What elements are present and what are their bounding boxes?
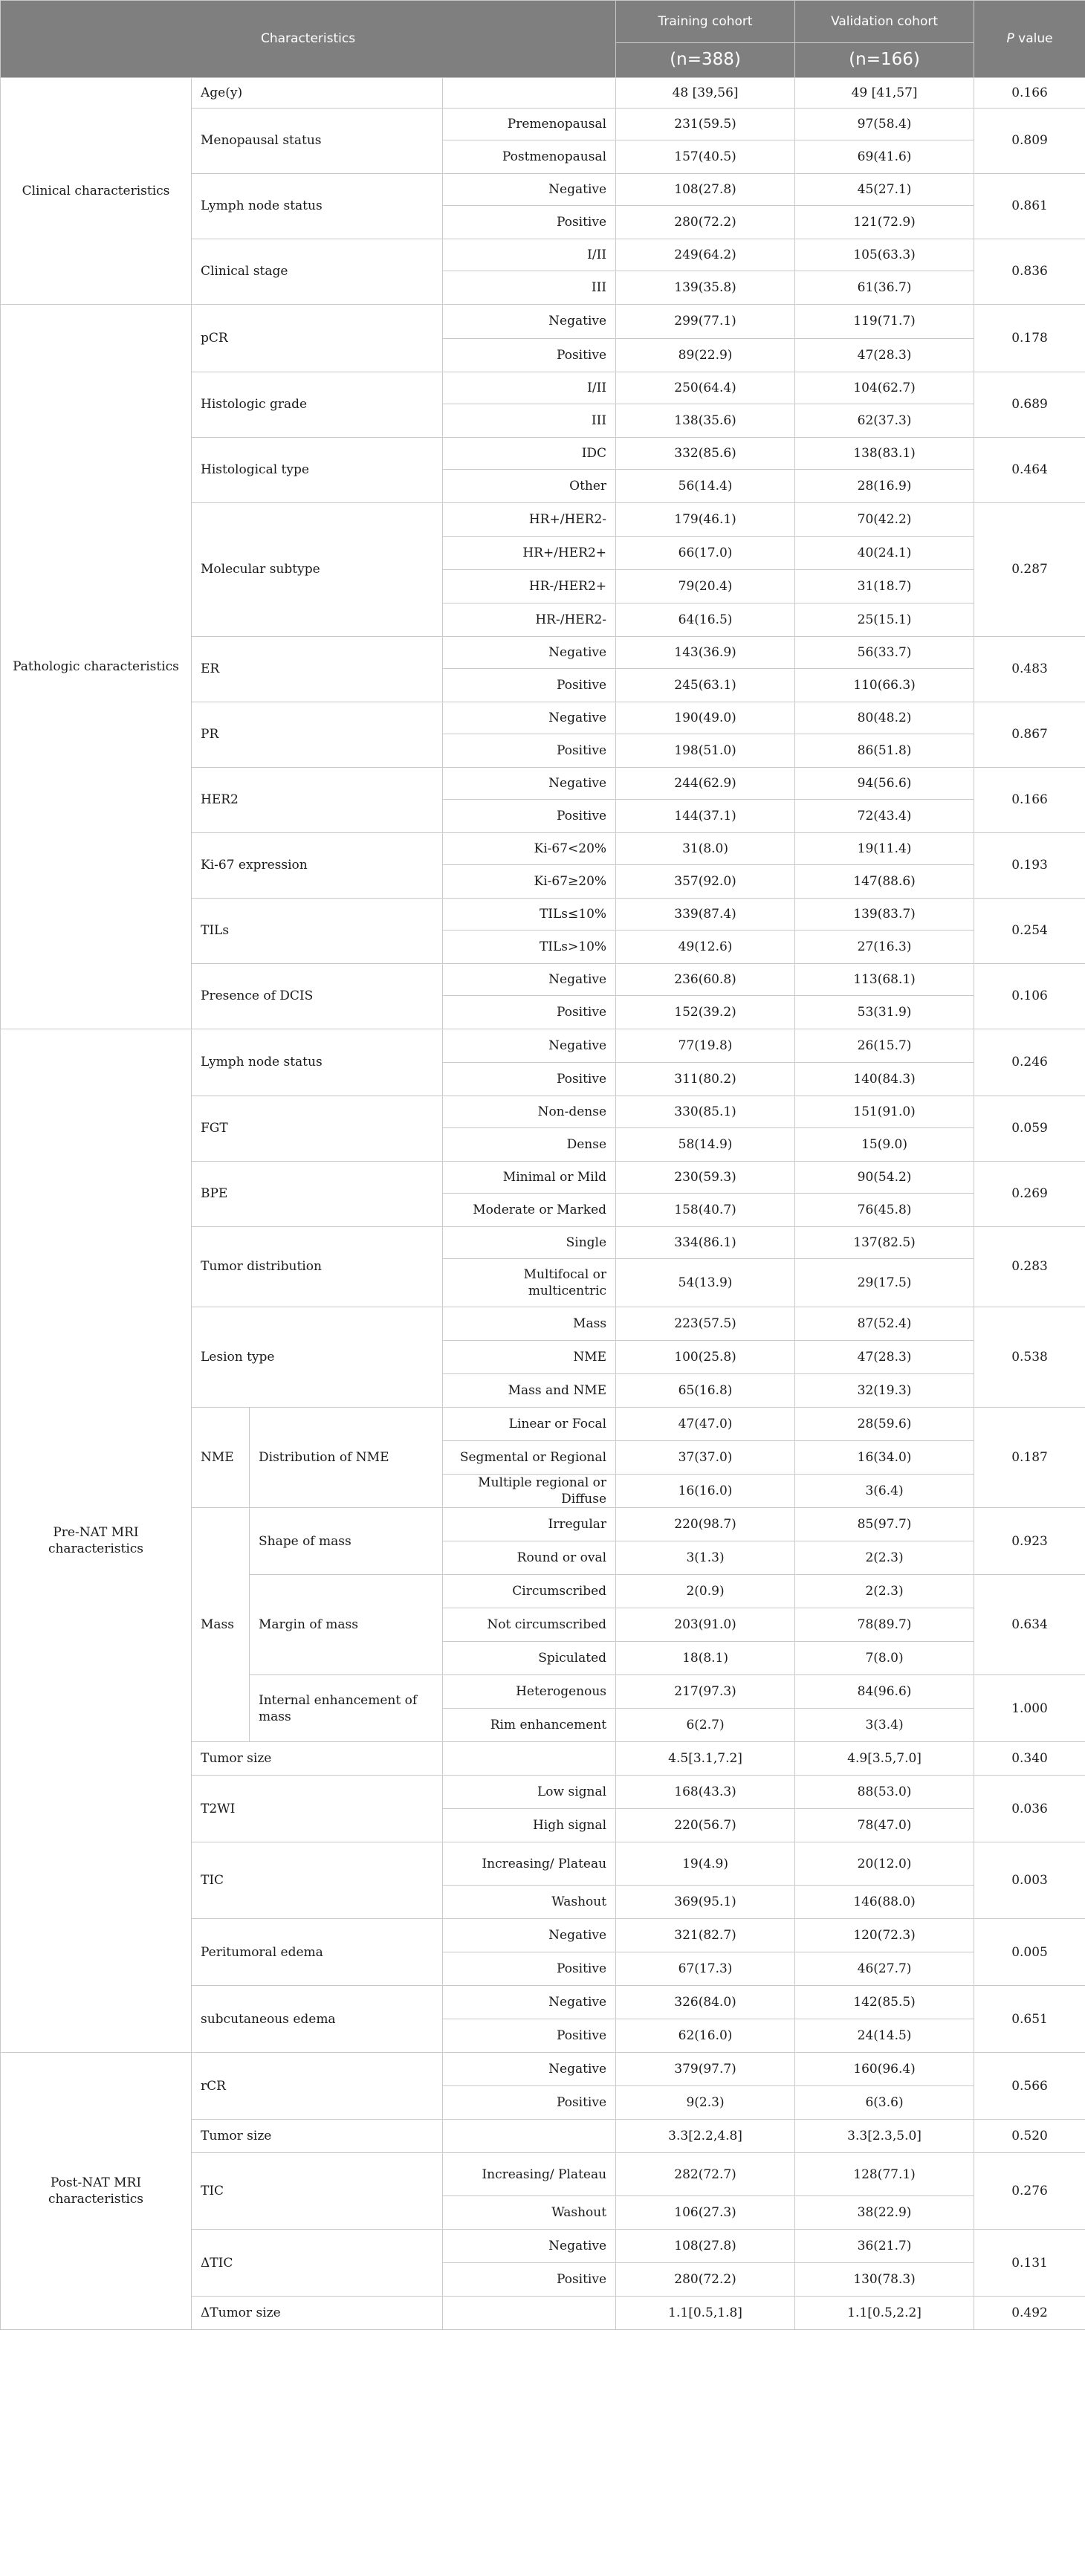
training-value: 18(8.1) <box>616 1642 795 1675</box>
header-training-n: (n=388) <box>616 43 795 78</box>
training-value: 66(17.0) <box>616 537 795 570</box>
p-value: 0.166 <box>974 768 1085 833</box>
level-label: Positive <box>443 669 616 702</box>
p-value: 0.276 <box>974 2153 1085 2230</box>
training-value: 56(14.4) <box>616 470 795 503</box>
p-value: 0.492 <box>974 2297 1085 2330</box>
p-value: 0.689 <box>974 372 1085 438</box>
validation-value: 27(16.3) <box>795 931 974 964</box>
header-training-cohort: Training cohort <box>616 1 795 43</box>
validation-value: 28(16.9) <box>795 470 974 503</box>
p-value: 0.005 <box>974 1919 1085 1986</box>
p-value: 0.861 <box>974 174 1085 239</box>
level-label <box>443 2297 616 2330</box>
validation-value: 130(78.3) <box>795 2263 974 2297</box>
level-label <box>443 1742 616 1776</box>
training-value: 48 [39,56] <box>616 78 795 109</box>
validation-value: 47(28.3) <box>795 339 974 372</box>
p-value: 0.178 <box>974 305 1085 372</box>
level-label: Negative <box>443 768 616 800</box>
validation-value: 36(21.7) <box>795 2230 974 2263</box>
training-value: 67(17.3) <box>616 1952 795 1986</box>
variable-label: Histologic grade <box>192 372 443 438</box>
group-label: NME <box>192 1408 250 1508</box>
p-value: 0.634 <box>974 1575 1085 1675</box>
validation-value: 105(63.3) <box>795 239 974 271</box>
training-value: 168(43.3) <box>616 1776 795 1809</box>
validation-value: 78(89.7) <box>795 1608 974 1642</box>
validation-value: 20(12.0) <box>795 1842 974 1886</box>
level-label: Other <box>443 470 616 503</box>
p-value: 0.254 <box>974 899 1085 964</box>
variable-label: Tumor distribution <box>192 1227 443 1307</box>
p-value: 0.566 <box>974 2053 1085 2120</box>
level-label: Not circumscribed <box>443 1608 616 1642</box>
validation-value: 128(77.1) <box>795 2153 974 2196</box>
table-header <box>1 1 1085 78</box>
variable-label: Shape of mass <box>250 1508 443 1575</box>
level-label: NME <box>443 1341 616 1374</box>
training-value: 203(91.0) <box>616 1608 795 1642</box>
level-label: Positive <box>443 1063 616 1096</box>
p-value: 0.003 <box>974 1842 1085 1919</box>
p-value: 0.538 <box>974 1307 1085 1408</box>
variable-label: T2WI <box>192 1776 443 1842</box>
validation-value: 140(84.3) <box>795 1063 974 1096</box>
section-label: Pre-NAT MRI characteristics <box>1 1029 192 2053</box>
level-label: Positive <box>443 206 616 239</box>
training-value: 326(84.0) <box>616 1986 795 2019</box>
validation-value: 3(3.4) <box>795 1709 974 1742</box>
level-label: Single <box>443 1227 616 1259</box>
level-label: Moderate or Marked <box>443 1194 616 1227</box>
p-value: 0.836 <box>974 239 1085 305</box>
validation-value: 85(97.7) <box>795 1508 974 1541</box>
header-characteristics: Characteristics <box>1 1 616 78</box>
variable-label: PR <box>192 702 443 768</box>
table-row <box>1 1029 1085 1063</box>
level-label: Multifocal or multicentric <box>443 1259 616 1307</box>
validation-value: 78(47.0) <box>795 1809 974 1842</box>
training-value: 369(95.1) <box>616 1886 795 1919</box>
validation-value: 97(58.4) <box>795 109 974 140</box>
training-value: 220(56.7) <box>616 1809 795 1842</box>
variable-label: Distribution of NME <box>250 1408 443 1508</box>
variable-label: Molecular subtype <box>192 503 443 637</box>
training-value: 158(40.7) <box>616 1194 795 1227</box>
p-value: 0.246 <box>974 1029 1085 1096</box>
validation-value: 138(83.1) <box>795 438 974 470</box>
level-label: HR+/HER2- <box>443 503 616 537</box>
validation-value: 142(85.5) <box>795 1986 974 2019</box>
p-value: 0.106 <box>974 964 1085 1029</box>
training-value: 190(49.0) <box>616 702 795 734</box>
training-value: 198(51.0) <box>616 734 795 768</box>
level-label: I/II <box>443 372 616 404</box>
table-row <box>1 2053 1085 2086</box>
training-value: 311(80.2) <box>616 1063 795 1096</box>
header-validation-cohort: Validation cohort <box>795 1 974 43</box>
training-value: 245(63.1) <box>616 669 795 702</box>
p-value: 0.651 <box>974 1986 1085 2053</box>
training-value: 249(64.2) <box>616 239 795 271</box>
level-label: Circumscribed <box>443 1575 616 1608</box>
level-label <box>443 78 616 109</box>
validation-value: 147(88.6) <box>795 865 974 899</box>
validation-value: 62(37.3) <box>795 404 974 438</box>
validation-value: 46(27.7) <box>795 1952 974 1986</box>
training-value: 144(37.1) <box>616 800 795 833</box>
variable-label: Lymph node status <box>192 1029 443 1096</box>
training-value: 332(85.6) <box>616 438 795 470</box>
variable-label: HER2 <box>192 768 443 833</box>
section-label: Pathologic characteristics <box>1 305 192 1029</box>
variable-label: Peritumoral edema <box>192 1919 443 1986</box>
p-value: 0.464 <box>974 438 1085 503</box>
variable-label: pCR <box>192 305 443 372</box>
level-label: Dense <box>443 1128 616 1162</box>
validation-value: 53(31.9) <box>795 996 974 1029</box>
validation-value: 6(3.6) <box>795 2086 974 2120</box>
p-value: 0.131 <box>974 2230 1085 2297</box>
level-label: Minimal or Mild <box>443 1162 616 1194</box>
validation-value: 15(9.0) <box>795 1128 974 1162</box>
header-validation-n: (n=166) <box>795 43 974 78</box>
level-label: HR-/HER2+ <box>443 570 616 603</box>
training-value: 54(13.9) <box>616 1259 795 1307</box>
validation-value: 28(59.6) <box>795 1408 974 1441</box>
p-value: 0.867 <box>974 702 1085 768</box>
training-value: 250(64.4) <box>616 372 795 404</box>
training-value: 236(60.8) <box>616 964 795 996</box>
variable-label: ΔTumor size <box>192 2297 443 2330</box>
p-value: 0.193 <box>974 833 1085 899</box>
training-value: 321(82.7) <box>616 1919 795 1952</box>
training-value: 244(62.9) <box>616 768 795 800</box>
training-value: 152(39.2) <box>616 996 795 1029</box>
table-row <box>1 78 1085 109</box>
validation-value: 40(24.1) <box>795 537 974 570</box>
validation-value: 86(51.8) <box>795 734 974 768</box>
validation-value: 32(19.3) <box>795 1374 974 1408</box>
level-label: Washout <box>443 2196 616 2230</box>
level-label: IDC <box>443 438 616 470</box>
variable-label: BPE <box>192 1162 443 1227</box>
training-value: 49(12.6) <box>616 931 795 964</box>
validation-value: 19(11.4) <box>795 833 974 865</box>
training-value: 280(72.2) <box>616 206 795 239</box>
variable-label: FGT <box>192 1096 443 1162</box>
variable-label: Tumor size <box>192 1742 443 1776</box>
level-label: Mass <box>443 1307 616 1341</box>
training-value: 217(97.3) <box>616 1675 795 1709</box>
level-label: III <box>443 404 616 438</box>
training-value: 37(37.0) <box>616 1441 795 1475</box>
p-value: 0.287 <box>974 503 1085 637</box>
variable-label: Ki-67 expression <box>192 833 443 899</box>
validation-value: 90(54.2) <box>795 1162 974 1194</box>
level-label: Increasing/ Plateau <box>443 1842 616 1886</box>
level-label: Rim enhancement <box>443 1709 616 1742</box>
validation-value: 72(43.4) <box>795 800 974 833</box>
variable-label: Age(y) <box>192 78 443 109</box>
level-label: Negative <box>443 2230 616 2263</box>
training-value: 157(40.5) <box>616 140 795 174</box>
validation-value: 56(33.7) <box>795 637 974 669</box>
training-value: 9(2.3) <box>616 2086 795 2120</box>
variable-label: Histological type <box>192 438 443 503</box>
training-value: 79(20.4) <box>616 570 795 603</box>
training-value: 1.1[0.5,1.8] <box>616 2297 795 2330</box>
level-label: Linear or Focal <box>443 1408 616 1441</box>
level-label: Washout <box>443 1886 616 1919</box>
validation-value: 38(22.9) <box>795 2196 974 2230</box>
variable-label: Presence of DCIS <box>192 964 443 1029</box>
validation-value: 104(62.7) <box>795 372 974 404</box>
level-label: Low signal <box>443 1776 616 1809</box>
training-value: 379(97.7) <box>616 2053 795 2086</box>
validation-value: 24(14.5) <box>795 2019 974 2053</box>
level-label: Negative <box>443 637 616 669</box>
training-value: 3(1.3) <box>616 1541 795 1575</box>
variable-label: subcutaneous edema <box>192 1986 443 2053</box>
training-value: 2(0.9) <box>616 1575 795 1608</box>
variable-label: Tumor size <box>192 2120 443 2153</box>
level-label: Negative <box>443 305 616 339</box>
table-row <box>1 305 1085 339</box>
training-value: 143(36.9) <box>616 637 795 669</box>
training-value: 89(22.9) <box>616 339 795 372</box>
p-value: 0.166 <box>974 78 1085 109</box>
validation-value: 110(66.3) <box>795 669 974 702</box>
validation-value: 70(42.2) <box>795 503 974 537</box>
validation-value: 45(27.1) <box>795 174 974 206</box>
p-value: 0.036 <box>974 1776 1085 1842</box>
validation-value: 120(72.3) <box>795 1919 974 1952</box>
training-value: 139(35.8) <box>616 271 795 305</box>
training-value: 58(14.9) <box>616 1128 795 1162</box>
validation-value: 94(56.6) <box>795 768 974 800</box>
table-body <box>1 78 1085 2330</box>
level-label: Positive <box>443 800 616 833</box>
level-label: Positive <box>443 1952 616 1986</box>
level-label: Ki-67<20% <box>443 833 616 865</box>
level-label: Non-dense <box>443 1096 616 1128</box>
level-label: HR+/HER2+ <box>443 537 616 570</box>
level-label: Segmental or Regional <box>443 1441 616 1475</box>
training-value: 138(35.6) <box>616 404 795 438</box>
p-value: 0.923 <box>974 1508 1085 1575</box>
validation-value: 121(72.9) <box>795 206 974 239</box>
training-value: 65(16.8) <box>616 1374 795 1408</box>
validation-value: 88(53.0) <box>795 1776 974 1809</box>
validation-value: 1.1[0.5,2.2] <box>795 2297 974 2330</box>
validation-value: 137(82.5) <box>795 1227 974 1259</box>
training-value: 282(72.7) <box>616 2153 795 2196</box>
level-label: Positive <box>443 734 616 768</box>
level-label: Negative <box>443 964 616 996</box>
training-value: 19(4.9) <box>616 1842 795 1886</box>
header-p-value <box>974 1 1085 78</box>
variable-label: rCR <box>192 2053 443 2120</box>
training-value: 4.5[3.1,7.2] <box>616 1742 795 1776</box>
validation-value: 16(34.0) <box>795 1441 974 1475</box>
level-label: HR-/HER2- <box>443 603 616 637</box>
training-value: 106(27.3) <box>616 2196 795 2230</box>
training-value: 3.3[2.2,4.8] <box>616 2120 795 2153</box>
validation-value: 3(6.4) <box>795 1475 974 1508</box>
training-value: 357(92.0) <box>616 865 795 899</box>
training-value: 16(16.0) <box>616 1475 795 1508</box>
level-label: Positive <box>443 2019 616 2053</box>
validation-value: 26(15.7) <box>795 1029 974 1063</box>
validation-value: 47(28.3) <box>795 1341 974 1374</box>
p-value: 0.059 <box>974 1096 1085 1162</box>
variable-label: ΔTIC <box>192 2230 443 2297</box>
level-label: Spiculated <box>443 1642 616 1675</box>
validation-value: 84(96.6) <box>795 1675 974 1709</box>
level-label: Ki-67≥20% <box>443 865 616 899</box>
variable-label: Clinical stage <box>192 239 443 305</box>
level-label: Multiple regional or Diffuse <box>443 1475 616 1508</box>
p-value: 0.520 <box>974 2120 1085 2153</box>
variable-label: Lymph node status <box>192 174 443 239</box>
level-label <box>443 2120 616 2153</box>
training-value: 223(57.5) <box>616 1307 795 1341</box>
level-label: III <box>443 271 616 305</box>
validation-value: 160(96.4) <box>795 2053 974 2086</box>
level-label: Negative <box>443 1029 616 1063</box>
level-label: Mass and NME <box>443 1374 616 1408</box>
validation-value: 113(68.1) <box>795 964 974 996</box>
p-value: 0.809 <box>974 109 1085 174</box>
variable-label: Menopausal status <box>192 109 443 174</box>
level-label: High signal <box>443 1809 616 1842</box>
validation-value: 76(45.8) <box>795 1194 974 1227</box>
validation-value: 2(2.3) <box>795 1575 974 1608</box>
validation-value: 119(71.7) <box>795 305 974 339</box>
p-value: 0.483 <box>974 637 1085 702</box>
level-label: Negative <box>443 702 616 734</box>
p-value: 0.340 <box>974 1742 1085 1776</box>
validation-value: 139(83.7) <box>795 899 974 931</box>
p-value: 0.269 <box>974 1162 1085 1227</box>
validation-value: 2(2.3) <box>795 1541 974 1575</box>
validation-value: 80(48.2) <box>795 702 974 734</box>
validation-value: 25(15.1) <box>795 603 974 637</box>
training-value: 100(25.8) <box>616 1341 795 1374</box>
training-value: 64(16.5) <box>616 603 795 637</box>
section-label: Clinical characteristics <box>1 78 192 305</box>
variable-label: Margin of mass <box>250 1575 443 1675</box>
header-p-letter: P <box>1006 31 1014 47</box>
training-value: 231(59.5) <box>616 109 795 140</box>
training-value: 334(86.1) <box>616 1227 795 1259</box>
level-label: Positive <box>443 996 616 1029</box>
training-value: 330(85.1) <box>616 1096 795 1128</box>
validation-value: 31(18.7) <box>795 570 974 603</box>
validation-value: 3.3[2.3,5.0] <box>795 2120 974 2153</box>
validation-value: 7(8.0) <box>795 1642 974 1675</box>
validation-value: 69(41.6) <box>795 140 974 174</box>
variable-label: TIC <box>192 2153 443 2230</box>
level-label: Positive <box>443 2086 616 2120</box>
training-value: 6(2.7) <box>616 1709 795 1742</box>
training-value: 220(98.7) <box>616 1508 795 1541</box>
variable-label: ER <box>192 637 443 702</box>
level-label: Positive <box>443 339 616 372</box>
level-label: Positive <box>443 2263 616 2297</box>
validation-value: 151(91.0) <box>795 1096 974 1128</box>
level-label: Negative <box>443 2053 616 2086</box>
level-label: TILs≤10% <box>443 899 616 931</box>
level-label: TILs>10% <box>443 931 616 964</box>
validation-value: 87(52.4) <box>795 1307 974 1341</box>
validation-value: 4.9[3.5,7.0] <box>795 1742 974 1776</box>
section-label: Post-NAT MRI characteristics <box>1 2053 192 2330</box>
header-p-word: value <box>1014 31 1053 47</box>
training-value: 299(77.1) <box>616 305 795 339</box>
group-label: Mass <box>192 1508 250 1742</box>
variable-label: TIC <box>192 1842 443 1919</box>
training-value: 77(19.8) <box>616 1029 795 1063</box>
level-label: Negative <box>443 1986 616 2019</box>
level-label: I/II <box>443 239 616 271</box>
level-label: Round or oval <box>443 1541 616 1575</box>
p-value: 0.283 <box>974 1227 1085 1307</box>
p-value: 0.187 <box>974 1408 1085 1508</box>
training-value: 179(46.1) <box>616 503 795 537</box>
validation-value: 146(88.0) <box>795 1886 974 1919</box>
training-value: 108(27.8) <box>616 174 795 206</box>
level-label: Heterogenous <box>443 1675 616 1709</box>
level-label: Negative <box>443 1919 616 1952</box>
training-value: 280(72.2) <box>616 2263 795 2297</box>
validation-value: 29(17.5) <box>795 1259 974 1307</box>
validation-value: 49 [41,57] <box>795 78 974 109</box>
variable-label: Internal enhancement of mass <box>250 1675 443 1742</box>
p-value: 1.000 <box>974 1675 1085 1742</box>
level-label: Negative <box>443 174 616 206</box>
level-label: Irregular <box>443 1508 616 1541</box>
level-label: Postmenopausal <box>443 140 616 174</box>
training-value: 47(47.0) <box>616 1408 795 1441</box>
training-value: 62(16.0) <box>616 2019 795 2053</box>
level-label: Increasing/ Plateau <box>443 2153 616 2196</box>
validation-value: 61(36.7) <box>795 271 974 305</box>
training-value: 108(27.8) <box>616 2230 795 2263</box>
level-label: Premenopausal <box>443 109 616 140</box>
training-value: 31(8.0) <box>616 833 795 865</box>
variable-label: TILs <box>192 899 443 964</box>
variable-label: Lesion type <box>192 1307 443 1408</box>
training-value: 230(59.3) <box>616 1162 795 1194</box>
training-value: 339(87.4) <box>616 899 795 931</box>
